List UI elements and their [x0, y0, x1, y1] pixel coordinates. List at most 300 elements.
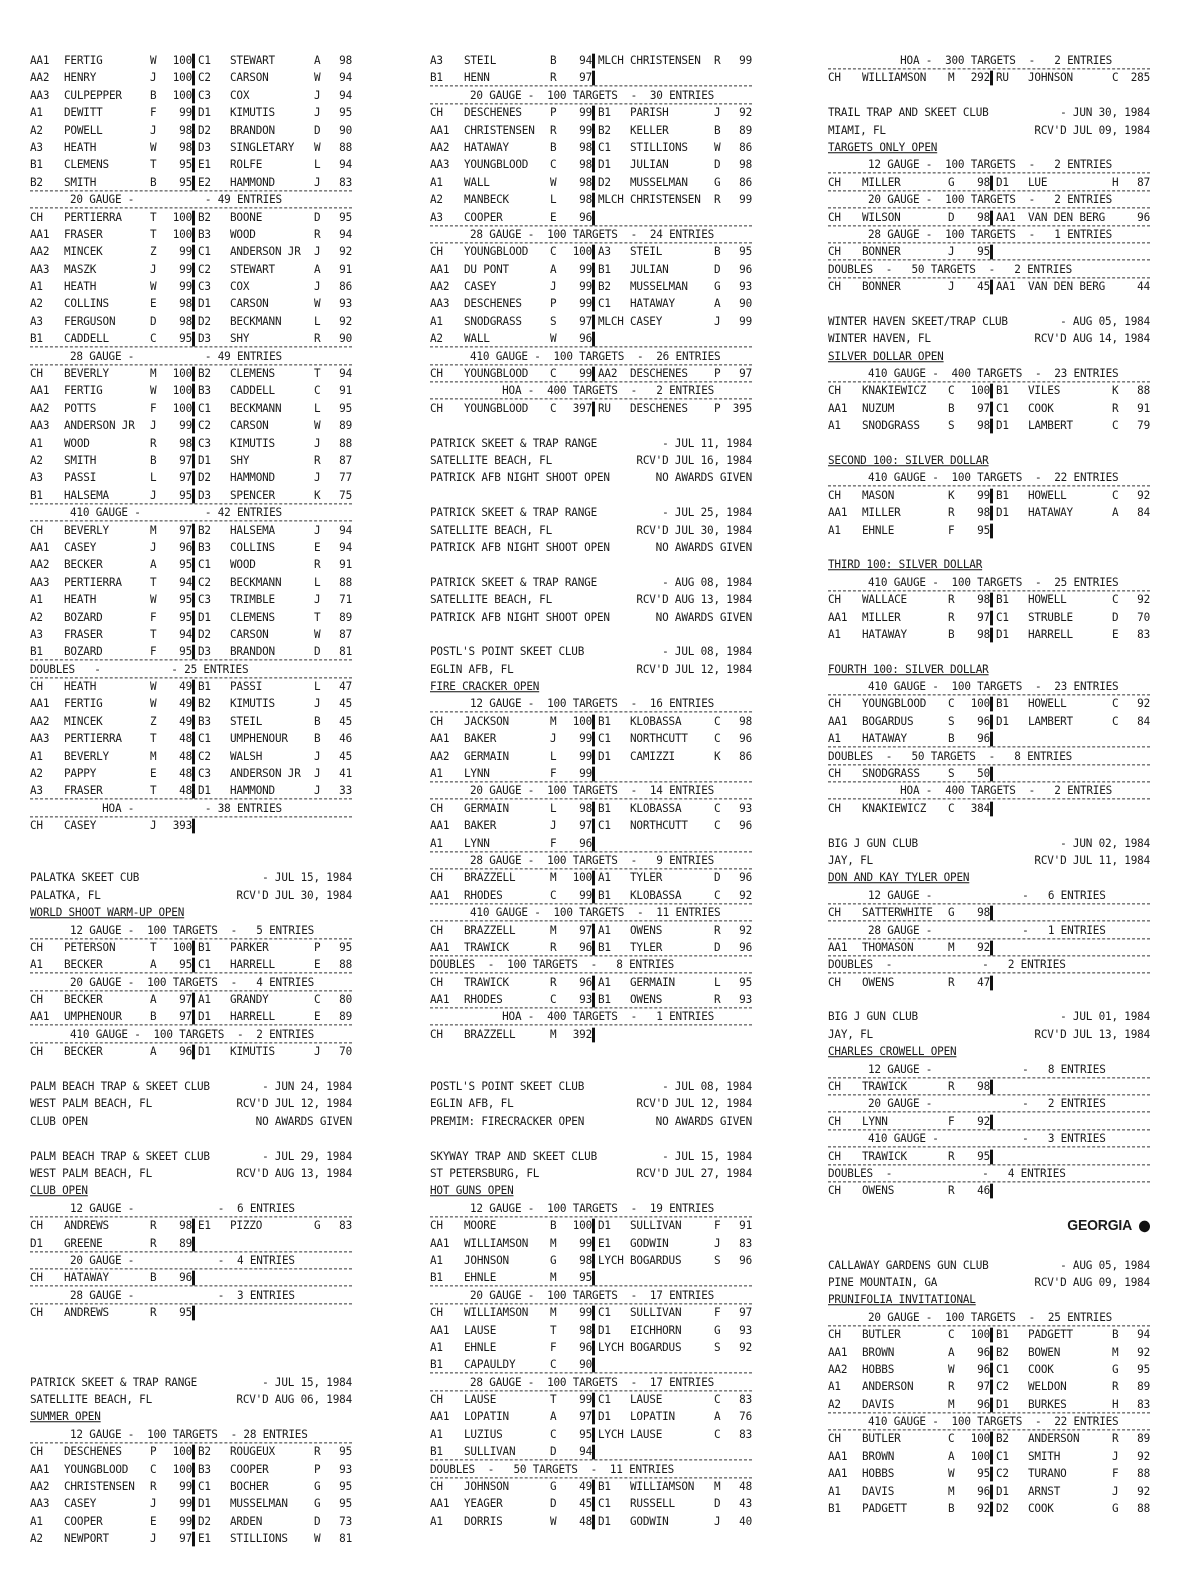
- shoot-info-line: [30, 886, 352, 904]
- shooter-name: LYNN: [862, 1114, 888, 1129]
- result-row: [430, 730, 752, 748]
- shooter-class: A1: [430, 175, 443, 190]
- state-name: GEORGIA: [1067, 1216, 1132, 1234]
- result-row: [30, 382, 352, 400]
- result-row: [30, 139, 352, 157]
- event-header: HOA - - 38 ENTRIES: [30, 799, 352, 817]
- shooter-class: AA1: [430, 1497, 450, 1511]
- shooter-class: B2: [198, 366, 211, 381]
- shooter-name: WALL: [464, 331, 490, 346]
- shooter-initial: T: [150, 784, 157, 798]
- shooter-score: 384: [970, 801, 990, 816]
- result-row: [828, 69, 1150, 87]
- shooter-initial: F: [550, 766, 557, 781]
- shooter-initial: K: [948, 488, 955, 503]
- shooter-initial: J: [314, 471, 321, 485]
- shooter-score: 95: [339, 105, 352, 120]
- shooter-initial: R: [150, 1479, 157, 1494]
- shooter-class: A3: [30, 314, 43, 329]
- spacer: [828, 1200, 1150, 1217]
- shooter-name: KLOBASSA: [630, 714, 682, 729]
- result-row: [828, 399, 1150, 417]
- shooter-score: 100: [172, 1462, 192, 1476]
- shooter-class: C2: [198, 575, 211, 590]
- shooter-class: C2: [198, 71, 211, 85]
- shooter-score: 97: [179, 523, 192, 537]
- shooter-class: B1: [198, 940, 211, 955]
- shooter-name: STEIL: [230, 714, 263, 729]
- shooter-class: AA1: [30, 540, 50, 555]
- shooter-name: WELDON: [1028, 1379, 1067, 1394]
- shooter-name: HARRELL: [230, 957, 275, 972]
- shoot-info-right: RCV'D JUL 30, 1984: [636, 523, 752, 537]
- shooter-class: D1: [598, 1323, 611, 1337]
- shooter-name: EHNLE: [464, 1271, 497, 1285]
- shooter-score: 100: [572, 1218, 592, 1233]
- shooter-class: B1: [996, 1327, 1009, 1342]
- shooter-score: 99: [739, 314, 752, 329]
- event-header: 12 GAUGE - - 6 ENTRIES: [30, 1199, 352, 1217]
- result-row: [30, 1495, 352, 1513]
- shooter-class: C1: [198, 244, 211, 259]
- shoot-info-line: [828, 1274, 1150, 1292]
- shooter-score: 96: [739, 940, 752, 955]
- shooter-initial: G: [948, 175, 955, 190]
- shooter-initial: W: [150, 697, 157, 711]
- result-row: [430, 834, 752, 852]
- result-row: [430, 1356, 752, 1374]
- shooter-score: 73: [339, 1514, 352, 1529]
- shooter-initial: D: [714, 940, 721, 955]
- shooter-class: D1: [30, 1236, 43, 1250]
- shooter-initial: P: [150, 1444, 157, 1459]
- shooter-initial: L: [150, 471, 157, 485]
- shooter-score: 98: [579, 192, 592, 207]
- spacer: [30, 1356, 352, 1373]
- shooter-initial: F: [1112, 1466, 1119, 1481]
- shooter-initial: R: [948, 610, 955, 624]
- shooter-name: LUZIUS: [464, 1427, 503, 1442]
- shooter-name: TRAWICK: [464, 940, 509, 955]
- shooter-name: BONNER: [862, 279, 901, 294]
- shooter-initial: S: [948, 766, 955, 781]
- shoot-info-right: RCV'D AUG 14, 1984: [1034, 331, 1150, 346]
- column-1: [30, 52, 352, 1548]
- shooter-score: 87: [339, 627, 352, 642]
- result-row: [430, 1512, 752, 1530]
- shoot-info-right: RCV'D JUL 30, 1984: [236, 888, 352, 903]
- shooter-name: POTTS: [64, 401, 97, 416]
- shooter-score: 86: [739, 175, 752, 190]
- shooter-initial: C: [1112, 592, 1119, 607]
- shooter-score: 88: [1137, 1466, 1150, 1481]
- shooter-name: CULPEPPER: [64, 88, 122, 103]
- shooter-name: ANDERSON JR: [64, 418, 135, 433]
- shooter-name: TYLER: [630, 871, 663, 885]
- shooter-class: D1: [598, 1218, 611, 1233]
- shooter-initial: A: [550, 1410, 557, 1424]
- shooter-score: 48: [179, 766, 192, 781]
- shooter-initial: G: [948, 905, 955, 920]
- shooter-class: A1: [198, 992, 211, 1007]
- shooter-class: AA3: [430, 158, 450, 172]
- shooter-name: CARSON: [230, 627, 269, 642]
- shoot-info-right: RCV'D JUL 12, 1984: [236, 1097, 352, 1111]
- shooter-score: 97: [977, 1379, 990, 1394]
- shooter-class: E2: [198, 175, 211, 190]
- result-row: [30, 643, 352, 661]
- shooter-name: SNODGRASS: [862, 766, 920, 781]
- shooter-score: 91: [1137, 401, 1150, 416]
- shooter-name: BRAZZELL: [464, 923, 516, 937]
- shooter-score: 96: [179, 540, 192, 555]
- shooter-name: MUSSELMAN: [630, 279, 688, 294]
- shooter-name: CASEY: [64, 818, 97, 833]
- result-row: [30, 539, 352, 557]
- shoot-info-right: - JUN 24, 1984: [262, 1079, 352, 1094]
- shooter-initial: C: [1112, 418, 1119, 433]
- shooter-initial: L: [314, 401, 321, 416]
- shooter-initial: B: [314, 731, 321, 746]
- shoot-info-line: [828, 1256, 1150, 1274]
- shooter-initial: M: [550, 923, 557, 937]
- result-row: [828, 1482, 1150, 1500]
- shooter-name: COOK: [1028, 1362, 1054, 1377]
- shooter-class: RU: [996, 71, 1009, 85]
- result-row: [30, 712, 352, 730]
- result-row: [30, 695, 352, 713]
- shooter-name: BOGARDUS: [862, 714, 914, 729]
- result-row: [430, 817, 752, 835]
- result-row: [828, 1378, 1150, 1396]
- result-row: [30, 399, 352, 417]
- shooter-name: JULIAN: [630, 158, 669, 172]
- shooter-score: 94: [339, 523, 352, 537]
- result-row: [828, 208, 1150, 226]
- shooter-class: D2: [198, 627, 211, 642]
- shooter-name: YOUNGBLOOD: [464, 244, 529, 259]
- result-row: [30, 556, 352, 574]
- shoot-info-right: RCV'D AUG 09, 1984: [1034, 1275, 1150, 1290]
- shoot-info-line: [828, 452, 1150, 470]
- shoot-info-line: [30, 1095, 352, 1113]
- shooter-initial: M: [948, 1484, 955, 1498]
- shooter-score: 95: [179, 592, 192, 607]
- shooter-class: AA2: [30, 557, 50, 572]
- shooter-score: 99: [579, 297, 592, 311]
- shooter-initial: R: [1112, 1432, 1119, 1446]
- result-row: [30, 365, 352, 383]
- shooter-class: C1: [198, 957, 211, 972]
- shooter-name: MUSSELMAN: [630, 175, 688, 190]
- shooter-initial: C: [948, 1327, 955, 1342]
- shooter-class: CH: [430, 1392, 443, 1407]
- shooter-initial: T: [150, 575, 157, 590]
- shooter-initial: F: [150, 105, 157, 120]
- shooter-score: 96: [179, 1271, 192, 1285]
- shoot-info-line: [430, 452, 752, 470]
- shooter-name: PETERSON: [64, 940, 116, 955]
- shooter-class: B2: [598, 279, 611, 294]
- shooter-initial: R: [948, 505, 955, 520]
- result-row: [30, 956, 352, 974]
- shoot-info-left: DON AND KAY TYLER OPEN: [828, 871, 970, 885]
- event-header: HOA - 400 TARGETS - 2 ENTRIES: [430, 382, 752, 400]
- shooter-name: COOK: [1028, 401, 1054, 416]
- shooter-class: CH: [828, 279, 841, 294]
- shooter-score: 89: [339, 418, 352, 433]
- shooter-name: PASSI: [230, 679, 263, 694]
- shoot-info-right: RCV'D JUL 16, 1984: [636, 453, 752, 468]
- shooter-name: CASEY: [630, 314, 663, 329]
- shoot-info-left: WINTER HAVEN, FL: [828, 331, 931, 346]
- shooter-initial: T: [150, 940, 157, 955]
- shooter-name: JOHNSON: [464, 1479, 509, 1494]
- shooter-score: 92: [1137, 697, 1150, 711]
- shooter-score: 33: [339, 784, 352, 798]
- shooter-initial: J: [314, 523, 321, 537]
- shoot-info-left: PRUNIFOLIA INVITATIONAL: [828, 1293, 976, 1307]
- event-header: DOUBLES - - 4 ENTRIES: [828, 1165, 1150, 1183]
- shooter-name: BECKMANN: [230, 401, 282, 416]
- shooter-initial: J: [314, 105, 321, 120]
- result-row: [30, 121, 352, 139]
- shooter-class: B2: [198, 697, 211, 711]
- shooter-name: ANDREWS: [64, 1305, 109, 1320]
- shooter-score: 94: [339, 366, 352, 381]
- shooter-class: B1: [996, 592, 1009, 607]
- shooter-class: C1: [598, 818, 611, 833]
- shooter-initial: J: [550, 818, 557, 833]
- shooter-name: STRUBLE: [1028, 610, 1073, 624]
- shooter-class: D1: [198, 1044, 211, 1059]
- shooter-class: AA1: [828, 714, 848, 729]
- result-row: [828, 243, 1150, 261]
- shooter-class: AA2: [30, 714, 50, 729]
- shoot-info-left: BIG J GUN CLUB: [828, 1010, 918, 1024]
- shooter-initial: T: [150, 210, 157, 224]
- shooter-initial: G: [1112, 1501, 1119, 1516]
- shooter-name: BURKES: [1028, 1397, 1067, 1412]
- shoot-info-right: - JUL 08, 1984: [662, 644, 752, 659]
- shooter-score: 98: [977, 1079, 990, 1094]
- shooter-initial: M: [150, 366, 157, 381]
- result-row: [30, 625, 352, 643]
- shooter-name: BECKER: [64, 992, 103, 1007]
- shooter-initial: R: [948, 592, 955, 607]
- result-row: [828, 730, 1150, 748]
- shooter-class: CH: [430, 975, 443, 990]
- shooter-class: C1: [198, 1479, 211, 1494]
- shooter-class: B1: [430, 1271, 443, 1285]
- shooter-name: WALSH: [230, 749, 263, 763]
- shooter-class: CH: [30, 523, 43, 537]
- shoot-info-line: [828, 660, 1150, 678]
- shooter-name: NORTHCUTT: [630, 818, 688, 833]
- shooter-class: A1: [30, 957, 43, 972]
- shooter-class: D1: [198, 453, 211, 468]
- result-row: [430, 1252, 752, 1270]
- shooter-score: 100: [970, 1449, 990, 1464]
- shooter-score: 95: [179, 644, 192, 659]
- shooter-score: 91: [339, 262, 352, 277]
- shooter-class: AA2: [828, 1362, 848, 1377]
- shooter-initial: A: [150, 957, 157, 972]
- shooter-name: HATAWAY: [862, 731, 907, 746]
- event-header: 12 GAUGE - - 8 ENTRIES: [828, 1060, 1150, 1078]
- shooter-initial: A: [314, 53, 321, 68]
- shooter-score: 98: [977, 505, 990, 520]
- shooter-name: KIMUTIS: [230, 697, 275, 711]
- shoot-info-left: EGLIN AFB, FL: [430, 1097, 514, 1111]
- shooter-class: CH: [828, 175, 841, 190]
- shooter-class: D1: [598, 1514, 611, 1529]
- shooter-initial: R: [1112, 401, 1119, 416]
- shooter-class: CH: [828, 1114, 841, 1129]
- shooter-class: A3: [30, 471, 43, 485]
- shooter-class: D3: [198, 331, 211, 346]
- shooter-class: CH: [828, 697, 841, 711]
- event-header: 28 GAUGE - - 1 ENTRIES: [828, 921, 1150, 939]
- shooter-class: A1: [30, 105, 43, 120]
- shooter-class: A1: [598, 975, 611, 990]
- shooter-score: 96: [739, 818, 752, 833]
- shooter-initial: B: [948, 627, 955, 642]
- shooter-score: 100: [572, 871, 592, 885]
- shooter-class: A2: [828, 1397, 841, 1412]
- shooter-initial: J: [314, 175, 321, 190]
- result-row: [828, 1465, 1150, 1483]
- shooter-score: 94: [339, 158, 352, 172]
- shooter-name: RHODES: [464, 992, 503, 1007]
- result-row: [828, 938, 1150, 956]
- shooter-class: AA1: [30, 384, 50, 398]
- event-header: 12 GAUGE - 100 TARGETS - 19 ENTRIES: [430, 1199, 752, 1217]
- shooter-initial: H: [1112, 175, 1119, 190]
- shooter-name: SHY: [230, 453, 250, 468]
- shooter-class: MLCH: [598, 192, 624, 207]
- shooter-name: MINCEK: [64, 714, 103, 729]
- result-row: [30, 1234, 352, 1252]
- shoot-info-line: [30, 1373, 352, 1391]
- result-row: [30, 1512, 352, 1530]
- shooter-score: 98: [579, 1323, 592, 1337]
- shooter-name: HALSEMA: [230, 523, 275, 537]
- shooter-class: A1: [30, 749, 43, 763]
- shoot-info-left: CALLAWAY GARDENS GUN CLUB: [828, 1258, 989, 1272]
- shooter-name: BOGARDUS: [630, 1340, 682, 1355]
- result-row: [430, 1495, 752, 1513]
- shooter-initial: A: [714, 297, 721, 311]
- event-header: 20 GAUGE - 100 TARGETS - 25 ENTRIES: [828, 1308, 1150, 1326]
- event-header: 410 GAUGE - - 3 ENTRIES: [828, 1130, 1150, 1148]
- shooter-class: C2: [198, 262, 211, 277]
- shooter-name: CLEMENS: [230, 366, 275, 381]
- result-row: [430, 139, 752, 157]
- shooter-initial: S: [714, 1340, 721, 1355]
- shooter-name: HEATH: [64, 279, 97, 294]
- shooter-name: LYNN: [464, 836, 490, 850]
- shoot-info-line: [30, 904, 352, 922]
- shoot-info-left: PALM BEACH TRAP & SKEET CLUB: [30, 1149, 210, 1163]
- shooter-name: MUSSELMAN: [230, 1497, 288, 1511]
- shooter-score: 99: [179, 262, 192, 277]
- result-row: [30, 278, 352, 296]
- shooter-initial: E: [314, 540, 321, 555]
- shoot-info-line: [828, 121, 1150, 139]
- shoot-info-left: CLUB OPEN: [30, 1184, 88, 1198]
- shooter-name: YOUNGBLOOD: [64, 1462, 129, 1476]
- shooter-score: 392: [572, 1027, 592, 1042]
- result-row: [30, 938, 352, 956]
- result-row: [430, 1443, 752, 1461]
- shooter-class: A1: [828, 627, 841, 642]
- shooter-name: LAUSE: [464, 1323, 497, 1337]
- shooter-name: BOZARD: [64, 644, 103, 659]
- shooter-class: B2: [30, 175, 43, 190]
- shooter-initial: D: [314, 210, 321, 224]
- shooter-class: D1: [198, 1497, 211, 1511]
- shooter-class: CH: [828, 801, 841, 816]
- shooter-initial: S: [948, 714, 955, 729]
- shooter-score: 90: [339, 123, 352, 137]
- shooter-name: PIZZO: [230, 1218, 263, 1233]
- shooter-name: GREENE: [64, 1236, 103, 1250]
- shooter-name: GODWIN: [630, 1236, 669, 1250]
- shooter-initial: T: [314, 366, 321, 381]
- shooter-initial: R: [948, 975, 955, 990]
- shooter-class: CH: [430, 105, 443, 120]
- shooter-score: 88: [1137, 1501, 1150, 1516]
- result-row: [430, 1217, 752, 1235]
- shooter-class: AA3: [30, 575, 50, 590]
- shooter-score: 100: [970, 1432, 990, 1446]
- shooter-score: 45: [977, 279, 990, 294]
- shooter-name: SPENCER: [230, 488, 275, 503]
- spacer: [828, 643, 1150, 660]
- shooter-name: SNODGRASS: [464, 314, 522, 329]
- shooter-initial: J: [150, 1497, 157, 1511]
- shooter-name: HAMMOND: [230, 784, 275, 798]
- event-header: 28 GAUGE - 100 TARGETS - 24 ENTRIES: [430, 225, 752, 243]
- shooter-name: SULLIVAN: [630, 1218, 682, 1233]
- shooter-initial: M: [550, 1236, 557, 1250]
- shooter-name: HENRY: [64, 71, 97, 85]
- result-row: [828, 1078, 1150, 1096]
- shooter-score: 92: [739, 923, 752, 937]
- event-header: 20 GAUGE - 100 TARGETS - 14 ENTRIES: [430, 782, 752, 800]
- shooter-score: 93: [739, 1323, 752, 1337]
- shooter-class: C2: [198, 749, 211, 763]
- shooter-name: SMITH: [1028, 1449, 1061, 1464]
- shooter-class: C2: [996, 1379, 1009, 1394]
- shooter-initial: T: [550, 1392, 557, 1407]
- shooter-name: ARDEN: [230, 1514, 263, 1529]
- shooter-class: D1: [996, 175, 1009, 190]
- event-header: 20 GAUGE - - 4 ENTRIES: [30, 1252, 352, 1270]
- shooter-class: CH: [828, 1327, 841, 1342]
- shooter-name: PADGETT: [1028, 1327, 1073, 1342]
- event-header: 20 GAUGE - 100 TARGETS - 17 ENTRIES: [430, 1286, 752, 1304]
- shooter-name: BAKER: [464, 818, 497, 833]
- shoot-info-right: - JUL 08, 1984: [662, 1079, 752, 1094]
- shooter-name: DAVIS: [862, 1484, 895, 1498]
- shooter-class: AA2: [430, 749, 450, 763]
- shooter-score: 96: [739, 262, 752, 277]
- shooter-initial: L: [314, 679, 321, 694]
- shooter-score: 77: [339, 471, 352, 485]
- shooter-score: 93: [739, 279, 752, 294]
